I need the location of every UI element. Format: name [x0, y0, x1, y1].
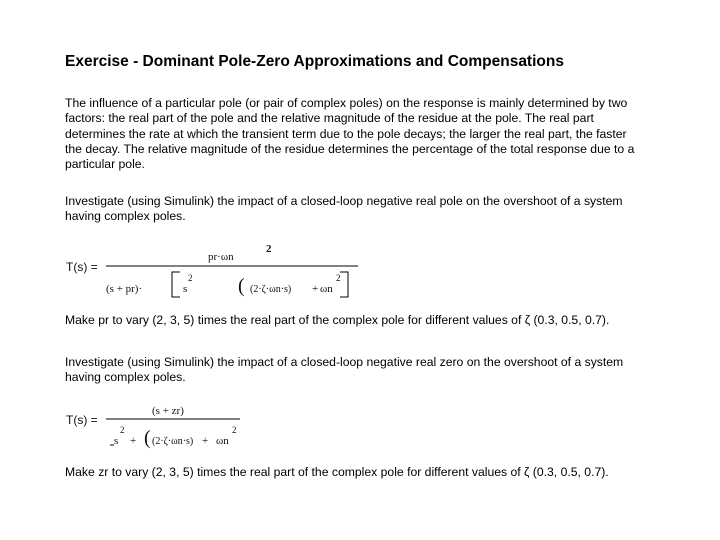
- equation-pole-den-factor: (s + pr)·: [106, 283, 143, 295]
- equation-pole-plus: +: [312, 283, 319, 295]
- equation-pole-s-exponent: 2: [188, 273, 193, 283]
- equation-zero-middle-term: (2·ζ·ωn·s): [152, 436, 194, 447]
- equation-zero-numerator: (s + zr): [152, 405, 184, 417]
- equation-pole-right-bracket: [340, 272, 348, 297]
- investigate-zero-paragraph: Investigate (using Simulink) the impact of a closed-loop negative real zero on the overshoot of a system having complex poles.: [65, 355, 624, 385]
- equation-zero: [60, 398, 260, 454]
- investigate-pole-paragraph: Investigate (using Simulink) the impact of a closed-loop negative real pole on the overshoot of a system having complex poles.: [65, 194, 623, 224]
- equation-zero-plus-1: +: [130, 435, 137, 447]
- pole-instruction-paragraph: Make pr to vary (2, 3, 5) times the real part of the complex pole for different values of ζ (0.3, 0.5, 0.7).: [65, 313, 610, 327]
- equation-pole-numerator: pr·ωn: [208, 251, 234, 263]
- page-title: Exercise - Dominant Pole-Zero Approximations and Compensations: [65, 53, 564, 70]
- equation-pole-middle-term: (2·ζ·ωn·s): [250, 284, 292, 295]
- equation-pole-paren-open: (: [238, 275, 245, 297]
- equation-zero-lhs: T(s) =: [66, 413, 98, 427]
- intro-paragraph: The influence of a particular pole (or pair of complex poles) on the response is mainly determined by two factors: the real part of the pole and the relative magnitude of the residue at the pole. The real part determines the rate at which the transient term due to the pole decays; the larger the real part, the faster the decay. The relative magnitude of the residue determines the percentage of the total response due to a particular pole.: [65, 96, 635, 172]
- equation-pole-s: s: [183, 283, 188, 295]
- equation-pole-left-bracket: [172, 272, 180, 297]
- equation-pole-numerator-exponent: 2: [266, 243, 272, 255]
- equation-zero-paren-open: (: [144, 427, 151, 449]
- equation-pole-wn-exponent: 2: [336, 273, 341, 283]
- equation-zero-plus-2: +: [202, 435, 209, 447]
- equation-zero-wn-exponent: 2: [232, 425, 237, 435]
- equation-zero-s-exponent: 2: [120, 425, 125, 435]
- equation-zero-s: s: [114, 435, 119, 447]
- equation-zero-wn: ωn: [216, 435, 229, 447]
- equation-pole-wn: ωn: [320, 283, 333, 295]
- zero-instruction-paragraph: Make zr to vary (2, 3, 5) times the real part of the complex pole for different values of ζ (0.3, 0.5, 0.7).: [65, 465, 609, 479]
- equation-pole: [60, 236, 360, 304]
- equation-pole-lhs: T(s) =: [66, 260, 98, 274]
